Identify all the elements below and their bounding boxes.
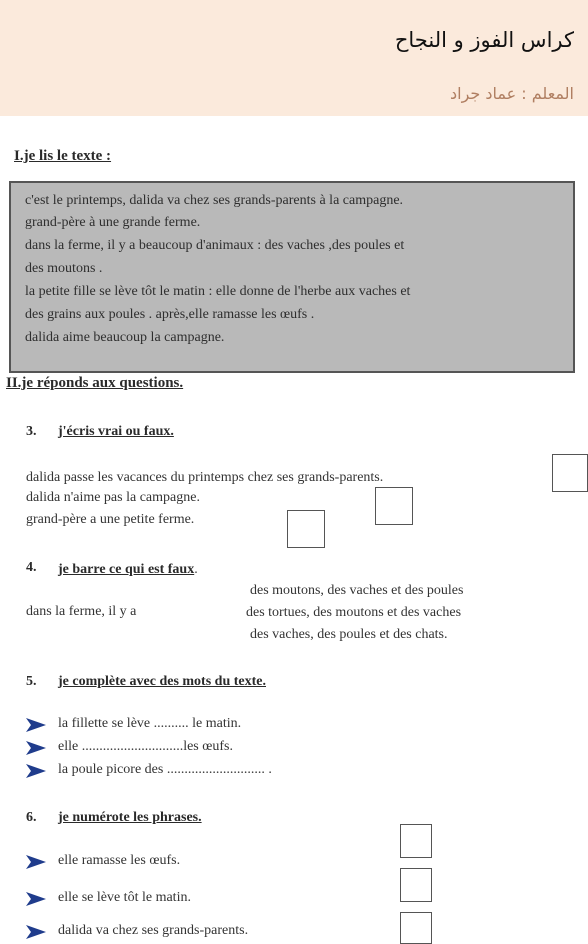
worksheet-header — [0, 0, 588, 116]
answer-option[interactable]: des tortues, des moutons et des vaches — [246, 605, 462, 620]
answer-box[interactable] — [287, 510, 325, 548]
arrow-bullet-icon — [26, 855, 46, 869]
arrow-bullet-icon — [26, 741, 46, 755]
question-5-number: 5. — [26, 674, 37, 689]
question-4-title: je barre ce qui est faux — [58, 562, 195, 577]
answer-box[interactable] — [552, 454, 588, 492]
text-line: dalida aime beaucoup la campagne. — [25, 330, 225, 345]
question-3-number: 3. — [26, 424, 37, 439]
arrow-bullet-icon — [26, 764, 46, 778]
question-5-title: je complète avec des mots du texte. — [58, 674, 266, 689]
ordering-sentence: elle se lève tôt le matin. — [58, 890, 191, 905]
number-box[interactable] — [400, 912, 432, 944]
section-questions-heading: II.je réponds aux questions. — [6, 375, 184, 391]
answer-option[interactable]: des vaches, des poules et des chats. — [250, 627, 448, 642]
text-line: c'est le printemps, dalida va chez ses grands-parents à la campagne. — [25, 193, 404, 208]
question-4-title-suffix: . — [194, 562, 198, 577]
teacher-name: المعلم : عماد جراد — [450, 84, 574, 103]
answer-option[interactable]: des moutons, des vaches et des poules — [250, 583, 464, 598]
answer-box[interactable] — [375, 487, 413, 525]
text-line: des moutons . — [25, 261, 103, 276]
text-line: dans la ferme, il y a beaucoup d'animaux : des vaches ,des poules et — [25, 238, 405, 253]
arrow-bullet-icon — [26, 892, 46, 906]
true-false-statement: dalida n'aime pas la campagne. — [26, 490, 200, 505]
question-6-number: 6. — [26, 810, 37, 825]
question-6-title: je numérote les phrases. — [58, 810, 202, 825]
arrow-bullet-icon — [26, 925, 46, 939]
number-box[interactable] — [400, 824, 432, 858]
fill-blank-sentence: elle .............................les œufs. — [58, 739, 233, 754]
notebook-title: كراس الفوز و النجاح — [394, 28, 574, 52]
fill-blank-sentence: la poule picore des ............................ . — [58, 762, 272, 777]
section-reading-heading: I.je lis le texte : — [14, 148, 112, 164]
text-line: grand-père à une grande ferme. — [25, 215, 201, 230]
question-4-lead: dans la ferme, il y a — [26, 604, 137, 619]
fill-blank-sentence: la fillette se lève .......... le matin. — [58, 716, 242, 731]
number-box[interactable] — [400, 868, 432, 902]
true-false-statement: dalida passe les vacances du printemps chez ses grands-parents. — [26, 470, 384, 485]
true-false-statement: grand-père a une petite ferme. — [26, 512, 195, 527]
question-3-title: j'écris vrai ou faux. — [58, 424, 174, 439]
text-line: des grains aux poules . après,elle ramasse les œufs . — [25, 307, 315, 322]
question-4-number: 4. — [26, 560, 37, 575]
text-line: la petite fille se lève tôt le matin : elle donne de l'herbe aux vaches et — [25, 284, 411, 299]
reading-text-box — [9, 181, 575, 373]
arrow-bullet-icon — [26, 718, 46, 732]
question-4-title-row — [58, 560, 198, 578]
ordering-sentence: dalida va chez ses grands-parents. — [58, 923, 249, 938]
ordering-sentence: elle ramasse les œufs. — [58, 853, 181, 868]
